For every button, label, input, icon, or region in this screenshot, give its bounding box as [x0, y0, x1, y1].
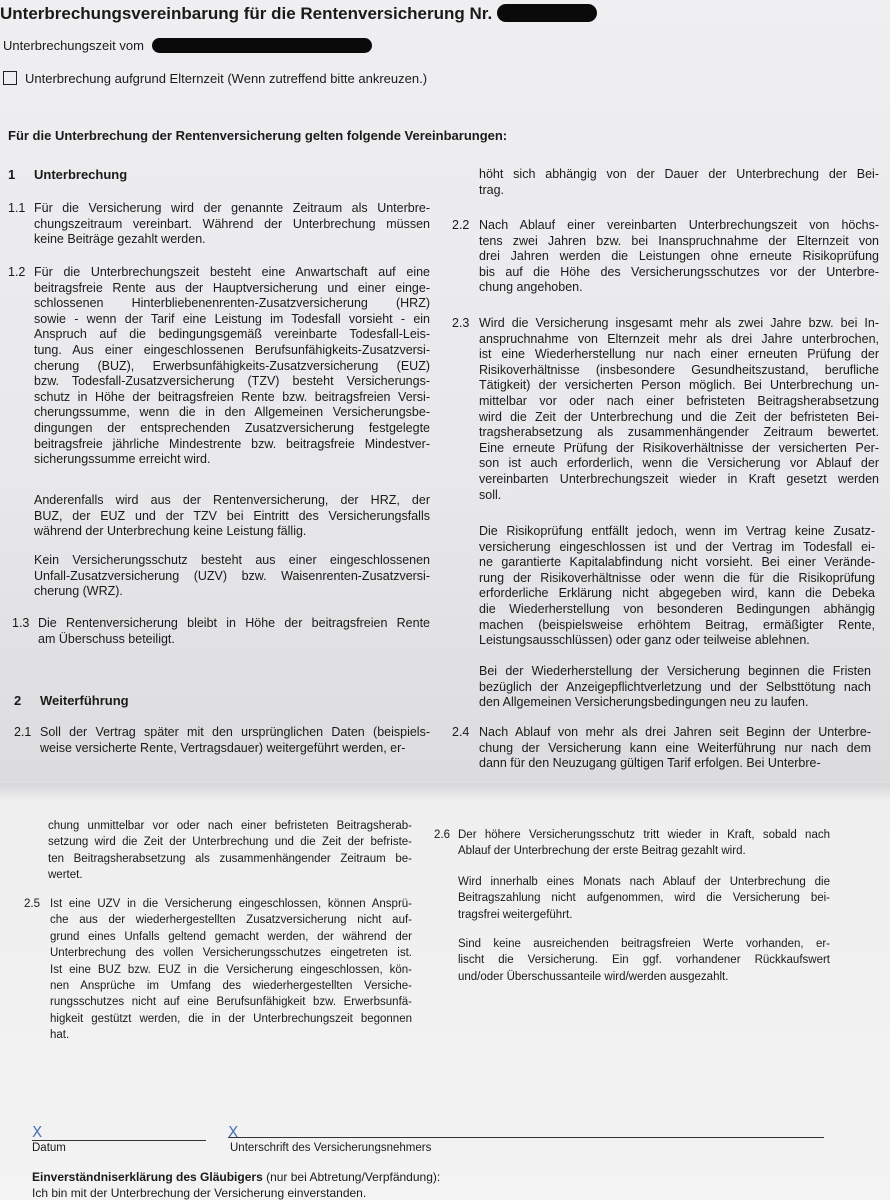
text-line: Unfall-Zusatzversicherung (UZV) bzw. Waisenrenten-Zusatzversi- [34, 568, 430, 583]
text-line: Ablauf der Unterbrechung der erste Beitrag gezahlt wird. [458, 845, 746, 858]
text-line: höht sich abhängig von der Dauer der Unterbrechung der Bei- [479, 167, 879, 181]
text-line: Die Risikoprüfung entfällt jedoch, wenn im Vertrag keine Zusatz- [479, 524, 875, 538]
text-line: cherung (BUZ), Erwerbsunfähigkeits-Zusatzversicherung (EUZ) [34, 358, 430, 373]
text-line: die Wiederherstellung von besonderen Bedingungen abhängig [479, 601, 875, 616]
text-line: BUZ, der EUZ und der TZV bei Eintritt des Versicherungsfalls [34, 508, 430, 523]
section-2-3-risk-check [479, 524, 875, 649]
text-line: den Allgemeinen Versicherungsbedingungen neu zu laufen. [479, 695, 809, 710]
text-line: Ist eine UZV in die Versicherung eingeschlossen, können Ansprü- [50, 898, 412, 910]
text-line: Wird innerhalb eines Monats nach Ablauf der Unterbrechung die [458, 876, 830, 888]
text-line: beitragsfreie Rente aus der Hauptversicherung und einer einge- [34, 280, 430, 295]
text-line: setzung wird die Zeit der Unterbrechung und die Zeit der befriste- [48, 836, 412, 849]
consent-text: Ich bin mit der Unterbrechung der Versicherung einverstanden. [32, 1186, 367, 1200]
text-line: hat. [50, 1029, 70, 1042]
text-line: nen Ansprüche im Umfang des wiederhergestellten Versiche- [50, 979, 412, 992]
text-line: anspruchnahme von Elternzeit mehr als drei Jahre unterbrochen, [479, 331, 879, 346]
consent-title-note: (nur bei Abtretung/Verpfändung): [262, 1170, 441, 1184]
text-line: Für die Unterbrechungszeit besteht eine Anwartschaft auf eine [34, 265, 430, 279]
parental-leave-row [3, 71, 427, 86]
text-line: bezüglich der Anzeigepflichtverletzung und der Selbsttötung nach [479, 679, 871, 694]
section-1-number: 1 [8, 167, 16, 182]
section-2-1-number: 2.1 [14, 725, 32, 739]
checkbox-label: Unterbrechung aufgrund Elternzeit (Wenn zutreffend bitte ankreuzen.) [25, 71, 428, 86]
text-line: cherungssumme, wenn die in den Allgemeinen Versicherungsbe- [34, 405, 430, 420]
text-line: Der höhere Versicherungsschutz tritt wieder in Kraft, sobald nach [458, 829, 830, 841]
text-line: chung der Versicherung kann eine Weiterführung nur nach dem [479, 740, 871, 755]
consent-title: Einverständniserklärung des Gläubigers [32, 1170, 263, 1184]
text-line: chungszeitraum vereinbart. Während der Unterbrechung müssen [34, 216, 430, 231]
text-line: lischt die Versicherung. Ein ggf. vorhandener Rückkaufswert [458, 954, 830, 967]
text-line: Unterbrechung des vollen Versicherungsschutzes eingetreten ist. [50, 947, 412, 960]
section-1-1-number: 1.1 [8, 201, 26, 215]
text-line: versicherung eingeschlossen ist und der Vertrag im Todesfall ei- [479, 539, 875, 554]
text-line: dingungen der entsprechenden Zusatzversicherung festgelegte [34, 420, 430, 435]
signature-line[interactable] [228, 1137, 824, 1138]
page-fold [0, 783, 890, 801]
text-line: wird die Zeit der Unterbrechung und die Zeit der befristeten Bei- [479, 409, 879, 424]
text-line: drei Jahren werden die Leistungen ohne erneute Risikoprüfung [479, 249, 879, 264]
text-line: rungsschutzes nicht auf eine Berufsunfähigkeit bzw. Erwerbsunfä- [50, 996, 412, 1009]
section-1-1-text [34, 201, 430, 248]
signature-x-mark: X [228, 1123, 239, 1141]
text-line: Eine erneute Prüfung der Risikoverhältnisse der versicherten Per- [479, 440, 879, 455]
text-line: wertet. [48, 869, 83, 882]
text-line: bis auf die Höhe des Versicherungsschutzes vor der Unterbre- [479, 264, 879, 279]
text-line: trag. [479, 182, 505, 197]
redacted-period [152, 38, 372, 53]
intro-heading: Für die Unterbrechung der Rentenversicherung gelten folgende Vereinbarungen: [8, 128, 508, 143]
text-line: Anderenfalls wird aus der Rentenversicherung, der HRZ, der [34, 493, 430, 507]
text-line: mittelbar vor oder nach einer befristeten Beitragsherabsetzung [479, 393, 879, 408]
consent-heading [32, 1170, 440, 1184]
section-2-3-deadlines [479, 664, 871, 711]
text-line: Ist eine BUZ bzw. EUZ in die Versicherung eingeschlossen, kön- [50, 963, 412, 976]
signature-label: Unterschrift des Versicherungsnehmers [230, 1142, 432, 1154]
text-line: schlossenen Hinterbliebenenrenten-Zusatzversicherung (HRZ) [34, 296, 430, 311]
parental-leave-checkbox[interactable] [3, 71, 17, 85]
section-2-2-text [479, 218, 879, 296]
text-line: sicherungssumme erreicht wird. [34, 452, 211, 467]
section-2-1-continued [479, 167, 879, 198]
text-line: Die Rentenversicherung bleibt in Höhe der beitragsfreien Rente [38, 616, 430, 630]
section-2-3-text [479, 316, 879, 503]
section-2-2-number: 2.2 [452, 218, 470, 232]
text-line: Anspruch auf die bedingungsgemäß vereinbarte Todesfall-Leis- [34, 327, 430, 342]
section-2-number: 2 [14, 693, 22, 708]
date-x-mark: X [32, 1123, 43, 1141]
section-2-4-continued [48, 818, 412, 884]
text-line: Beitragszahlung nicht aufgenommen, wird die Versicherung bei- [458, 892, 830, 905]
text-line: cherung (WRZ). [34, 584, 123, 599]
text-line: Tätigkeit) der versicherten Person möglich. Bei Unterbrechung un- [479, 378, 879, 393]
text-line: am Überschuss beteiligt. [38, 631, 175, 646]
text-line: Nach Ablauf von mehr als drei Jahren seit Beginn der Unterbre- [479, 725, 871, 739]
text-line: son ist auch erforderlich, wenn die Versicherung vor Ablauf der [479, 456, 879, 471]
section-2-1-text [40, 725, 430, 756]
text-line: Für die Versicherung wird der genannte Zeitraum als Unterbre- [34, 201, 430, 215]
text-line: Soll der Vertrag später mit den ursprünglichen Daten (beispiels- [40, 725, 430, 739]
text-line: ne garantierte Kapitalabfindung nicht vorsieht. Bei einer Verände- [479, 555, 875, 570]
text-line: rung der Risikoverhältnisse oder wenn die für die Risikoprüfung [479, 570, 875, 585]
document-title: Unterbrechungsvereinbarung für die Rentenversicherung Nr. [0, 4, 493, 23]
text-line: Nach Ablauf einer vereinbarten Unterbrechungszeit von höchs- [479, 218, 879, 232]
text-line: chung unmittelbar vor oder nach einer befristeten Beitragsherab- [48, 820, 412, 832]
section-2-6-no-payment [458, 874, 830, 923]
text-line: tung. Aus einer eingeschlossenen Berufsunfähigkeits-Zusatzversi- [34, 342, 430, 357]
text-line: während der Unterbrechung keine Leistung fällig. [34, 524, 307, 539]
text-line: tens zwei Jahren bzw. bei Inanspruchnahme der Elternzeit von [479, 233, 879, 248]
section-2-6-number: 2.6 [434, 829, 450, 841]
section-2-5-text [50, 896, 412, 1044]
text-line: keine Beiträge gezahlt werden. [34, 232, 206, 247]
text-line: chung angehoben. [479, 280, 583, 295]
text-line: tragsfrei weitergeführt. [458, 908, 573, 921]
text-line: weise versicherte Rente, Vertragsdauer) weitergeführt werden, er- [40, 740, 406, 755]
text-line: tragsherabsetzung als zusammenhängender Zeitraum bewertet. [479, 425, 879, 440]
text-line: vereinbarten Unterbrechungszeit wieder in Kraft gesetzt werden [479, 471, 879, 486]
text-line: schutz in Höhe der beitragsfreien Rente bzw. beitragsfreien Versi- [34, 389, 430, 404]
text-line: higkeit gestützt werden, die in der Unterbrechungszeit begonnen [50, 1012, 412, 1025]
section-1-3-text [38, 616, 430, 647]
text-line: beitragsfreie jährliche Mindestrente bzw. beitragsfreie Mindestver- [34, 436, 430, 451]
section-2-5-number: 2.5 [24, 898, 40, 910]
section-2-4-text [479, 725, 871, 772]
section-1-2-no-coverage [34, 553, 430, 600]
text-line: Wird die Versicherung insgesamt mehr als zwei Jahre bzw. bei In- [479, 316, 879, 330]
section-2-6-text [458, 827, 830, 860]
section-1-title: Unterbrechung [34, 167, 128, 182]
date-label: Datum [32, 1142, 66, 1154]
text-line: ten Beitragsherabsetzung als zusammenhängender Zeitraum be- [48, 852, 412, 865]
text-line: Bei der Wiederherstellung der Versicherung beginnen die Fristen [479, 664, 871, 678]
section-1-2-otherwise [34, 493, 430, 540]
date-line[interactable] [32, 1140, 206, 1141]
text-line: che aus der wiederhergestellten Zusatzversicherung nicht auf- [50, 914, 412, 927]
text-line: Leistungsausschlüssen) oder ganz oder teilweise ablehnen. [479, 633, 810, 648]
redacted-contract-number [497, 4, 597, 22]
section-2-6-expiry [458, 936, 830, 985]
section-2-3-number: 2.3 [452, 316, 470, 330]
text-line: Kein Versicherungsschutz besteht aus einer eingeschlossenen [34, 553, 430, 567]
text-line: Sind keine ausreichenden beitragsfreien Werte vorhanden, er- [458, 938, 830, 950]
text-line: erforderliche Erklärung nicht abgegeben wird, kann die Debeka [479, 586, 875, 601]
text-line: ist eine Wiederherstellung nur nach einer erneuten Prüfung der [479, 347, 879, 362]
section-1-2-number: 1.2 [8, 265, 26, 279]
text-line: machen (beispielsweise erhöhtem Beitrag, ermäßigter Rente, [479, 617, 875, 632]
text-line: dann für den Neuzugang gültigen Tarif erfolgen. Bei Unterbre- [479, 756, 821, 771]
section-2-title: Weiterführung [40, 693, 129, 708]
section-2-4-number: 2.4 [452, 725, 470, 739]
period-label: Unterbrechungszeit vom [3, 38, 144, 53]
text-line: bzw. Todesfall-Zusatzversicherung (TZV) besteht Versicherungs- [34, 374, 430, 389]
text-line: und/oder Überschussanteile wird/werden ausgezahlt. [458, 970, 729, 983]
section-1-3-number: 1.3 [12, 616, 30, 630]
text-line: grund eines Unfalls geltend gemacht werden, der während der [50, 930, 412, 943]
text-line: sowie - wenn der Tarif eine Leistung im Todesfall vorsieht - ein [34, 311, 430, 326]
section-1-2-text [34, 265, 430, 468]
text-line: Risikoverhältnisse (insbesondere Gesundheitszustand, berufliche [479, 362, 879, 377]
text-line: soll. [479, 487, 502, 502]
